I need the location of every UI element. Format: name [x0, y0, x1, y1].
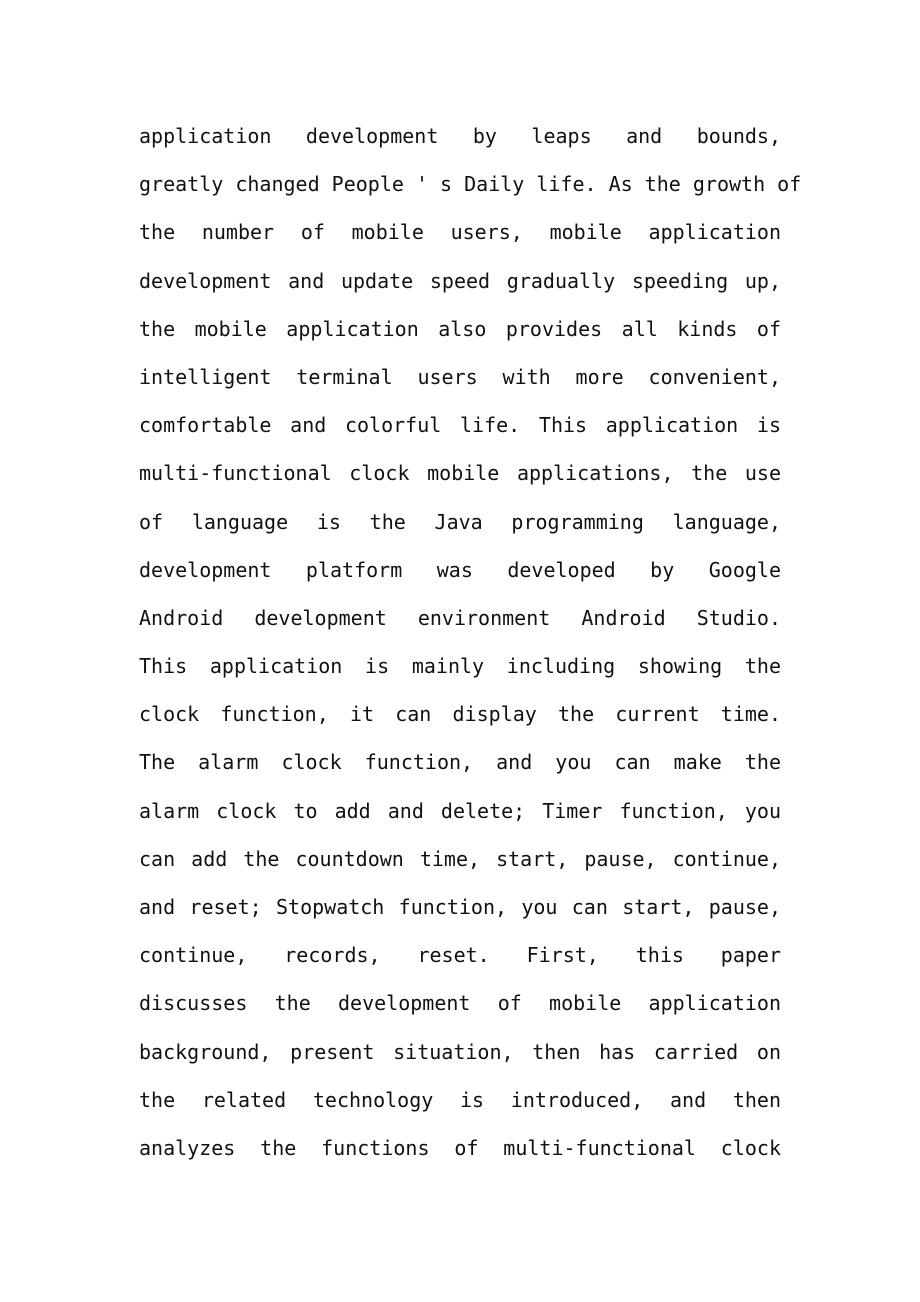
text-line-8: multi-functional clock mobile applications, the use [139, 461, 781, 486]
text-line-12: This application is mainly including showing the [139, 654, 781, 679]
text-line-22: analyzes the functions of multi-functional clock [139, 1135, 781, 1160]
text-line-18: continue, records, reset. First, this paper [139, 943, 781, 968]
text-line-14: The alarm clock function, and you can make the [139, 750, 781, 775]
text-line-15: alarm clock to add and delete; Timer function, you [139, 798, 781, 823]
body-paragraph [139, 112, 802, 1172]
text-line-20: background, present situation, then has carried on [139, 1039, 781, 1064]
text-line-1: application development by leaps and bounds, [139, 124, 781, 148]
text-line-17: and reset; Stopwatch function, you can start, pause, [139, 895, 781, 919]
text-line-7: comfortable and colorful life. This application is [139, 413, 781, 438]
text-line-2: greatly changed People ' s Daily life. As the growth of [139, 172, 802, 197]
text-line-10: development platform was developed by Google [139, 557, 781, 582]
text-line-4: development and update speed gradually speeding up, [139, 268, 781, 293]
text-line-3: the number of mobile users, mobile application [139, 220, 781, 245]
text-line-11: Android development environment Android Studio. [139, 605, 781, 630]
text-line-16: can add the countdown time, start, pause, continue, [139, 846, 781, 871]
text-line-6: intelligent terminal users with more convenient, [139, 364, 781, 389]
text-line-9: of language is the Java programming language, [139, 509, 781, 534]
text-line-19: discusses the development of mobile application [139, 991, 781, 1016]
text-line-13: clock function, it can display the current time. [139, 702, 781, 727]
text-line-5: the mobile application also provides all kinds of [139, 316, 781, 341]
text-line-21: the related technology is introduced, and then [139, 1087, 781, 1112]
